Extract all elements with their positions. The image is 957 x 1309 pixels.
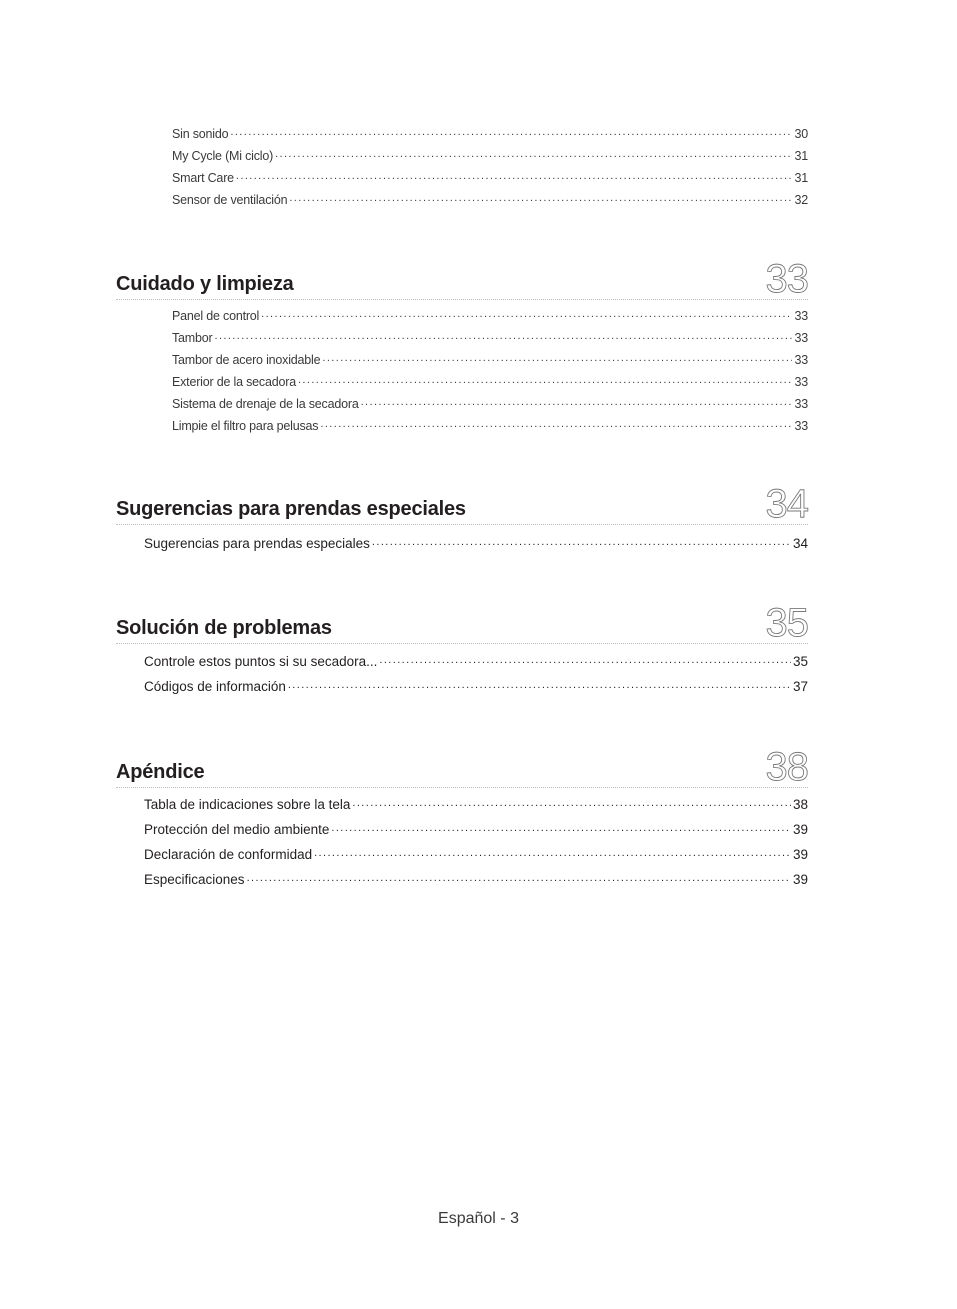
section-title: Apéndice (116, 761, 205, 783)
toc-entry[interactable] (172, 372, 808, 392)
toc-entry-page: 33 (794, 353, 808, 367)
section-page-number: 35 (765, 601, 808, 645)
toc-entry[interactable] (144, 795, 808, 815)
toc-entry-title: Sin sonido (172, 127, 229, 141)
dot-leader (261, 306, 792, 324)
toc-entry-page: 31 (794, 171, 808, 185)
toc-entry-title: Smart Care (172, 171, 234, 185)
dot-leader (288, 677, 791, 695)
section-title: Sugerencias para prendas especiales (116, 498, 466, 520)
toc-entry-page: 33 (794, 331, 808, 345)
toc-entry-page: 34 (792, 536, 808, 551)
dot-leader (314, 845, 791, 863)
toc-entry-title: Controle estos puntos si su secadora... (144, 654, 378, 669)
dot-leader (214, 328, 792, 346)
toc-entry[interactable] (144, 820, 808, 840)
toc-entry-title: Protección del medio ambiente (144, 822, 330, 837)
dot-leader (320, 416, 792, 434)
section-page-number: 33 (765, 257, 808, 301)
toc-entry-title: My Cycle (Mi ciclo) (172, 149, 274, 163)
dot-leader (361, 394, 793, 412)
dot-leader (230, 124, 792, 142)
toc-entry-page: 31 (794, 149, 808, 163)
dot-leader (372, 534, 791, 552)
toc-entry-title: Panel de control (172, 309, 260, 323)
dot-leader (236, 168, 793, 186)
section-heading[interactable] (116, 593, 808, 644)
toc-entry-page: 38 (792, 797, 808, 812)
toc-entry[interactable] (172, 306, 808, 326)
toc-entry-title: Tambor (172, 331, 213, 345)
dot-leader (379, 652, 791, 670)
section-page-number: 38 (765, 745, 808, 789)
toc-entry-page: 33 (794, 375, 808, 389)
toc-entry-title: Especificaciones (144, 872, 245, 887)
dot-leader (322, 350, 792, 368)
section-title: Cuidado y limpieza (116, 273, 294, 295)
section-heading[interactable] (116, 474, 808, 525)
toc-entry-page: 33 (794, 397, 808, 411)
toc-entry[interactable] (144, 845, 808, 865)
toc-entry-page: 39 (792, 822, 808, 837)
toc-entry-page: 39 (792, 872, 808, 887)
toc-entry-page: 33 (794, 419, 808, 433)
toc-entry[interactable] (172, 394, 808, 414)
dot-leader (247, 870, 791, 888)
dot-leader (331, 820, 791, 838)
toc-entry[interactable] (144, 870, 808, 890)
toc-entry-page: 37 (792, 679, 808, 694)
toc-entry[interactable] (172, 416, 808, 436)
toc-entry[interactable] (144, 534, 808, 554)
toc-entry-title: Declaración de conformidad (144, 847, 313, 862)
section-page-number: 34 (765, 482, 808, 526)
toc-entry-page: 33 (794, 309, 808, 323)
dot-leader (275, 146, 792, 164)
toc-entry[interactable] (172, 190, 808, 210)
toc-entry-title: Sistema de drenaje de la secadora (172, 397, 359, 411)
toc-entry-title: Códigos de información (144, 679, 286, 694)
toc-entry[interactable] (144, 652, 808, 672)
toc-entry-title: Tabla de indicaciones sobre la tela (144, 797, 351, 812)
toc-entry-page: 30 (794, 127, 808, 141)
toc-entry[interactable] (144, 677, 808, 697)
section-heading[interactable] (116, 249, 808, 300)
toc-entry[interactable] (172, 146, 808, 166)
section-heading[interactable] (116, 737, 808, 788)
toc-entry-title: Tambor de acero inoxidable (172, 353, 321, 367)
toc-entry-title: Limpie el filtro para pelusas (172, 419, 319, 433)
page-footer: Español - 3 (438, 1210, 519, 1227)
dot-leader (298, 372, 793, 390)
dot-leader (352, 795, 791, 813)
toc-entry-title: Exterior de la secadora (172, 375, 296, 389)
toc-entry-title: Sensor de ventilación (172, 193, 288, 207)
toc-entry[interactable] (172, 124, 808, 144)
toc-entry[interactable] (172, 328, 808, 348)
toc-entry-page: 32 (794, 193, 808, 207)
toc-entry-page: 39 (792, 847, 808, 862)
toc-entry[interactable] (172, 168, 808, 188)
toc-entry-title: Sugerencias para prendas especiales (144, 536, 370, 551)
toc-entry[interactable] (172, 350, 808, 370)
dot-leader (289, 190, 792, 208)
toc-entry-page: 35 (792, 654, 808, 669)
section-title: Solución de problemas (116, 617, 332, 639)
